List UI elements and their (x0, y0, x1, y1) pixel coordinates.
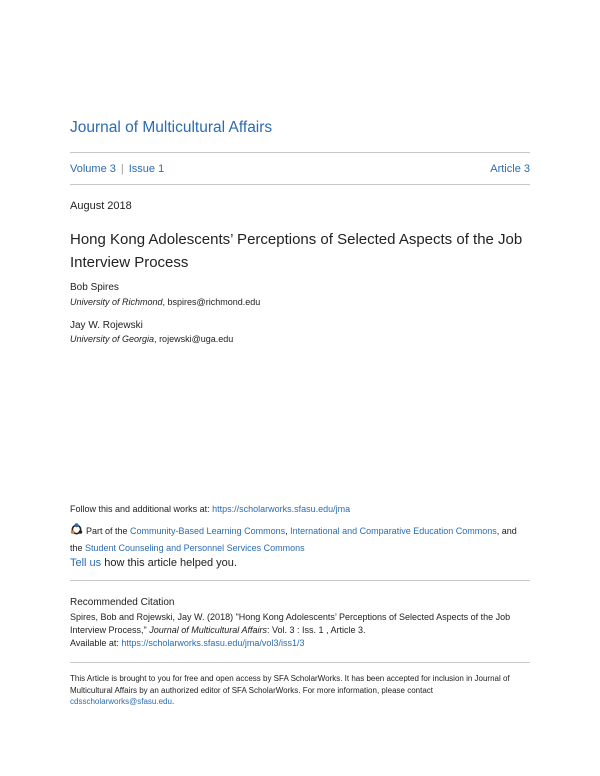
footer-note (70, 673, 532, 708)
author-name: Jay W. Rojewski (70, 320, 143, 331)
publication-date: August 2018 (70, 200, 132, 212)
footer-text: This Article is brought to you for free and open access by SFA ScholarWorks. It has been accepted for inclusion in Journal of Multicultural Affairs by an authorized editor of SFA ScholarWorks. For more information, please contact (70, 674, 510, 695)
volume-link[interactable]: Volume 3 (70, 163, 116, 175)
citation-authors: Spires, Bob and Rojewski, Jay W. (2018) "Hong Kong Adolescents’ Perceptions of Selected Aspects of the Job Interview Process," (70, 612, 511, 635)
follow-link[interactable]: https://scholarworks.sfasu.edu/jma (212, 504, 351, 514)
author-email: rojewski@uga.edu (159, 334, 234, 344)
follow-text: Follow this and additional works at: (70, 504, 213, 514)
affiliation: University of Georgia (70, 334, 155, 344)
contact-email-link[interactable]: cdsscholarworks@sfasu.edu (70, 697, 172, 706)
paper-title: Hong Kong Adolescents’ Perceptions of Selected Aspects of the Job Interview Process (70, 231, 523, 271)
divider-bottom (70, 184, 530, 185)
available-label: Available at: (70, 638, 122, 648)
part-of-prefix: Part of the (86, 526, 131, 536)
journal-title[interactable]: Journal of Multicultural Affairs (70, 119, 273, 136)
author-name: Bob Spires (70, 282, 119, 293)
follow-line (70, 504, 350, 514)
footer-end: . (171, 697, 175, 706)
divider-top (70, 152, 530, 153)
author-email: bspires@richmond.edu (167, 297, 261, 307)
article-number[interactable]: Article 3 (490, 163, 530, 175)
part-of-block (70, 523, 530, 557)
divider-footer (70, 662, 530, 663)
network-icon (70, 523, 83, 536)
separator: | (120, 163, 124, 175)
separator: , (285, 526, 291, 536)
divider-citation (70, 580, 530, 581)
issue-link[interactable]: Issue 1 (128, 163, 165, 175)
author-affiliation: University of Richmond, bspires@richmond.edu (70, 297, 261, 307)
citation-text (70, 611, 532, 650)
commons-link-international[interactable]: International and Comparative Education Commons (290, 526, 497, 536)
available-link[interactable]: https://scholarworks.sfasu.edu/jma/vol3/iss1/3 (121, 638, 305, 648)
affiliation: University of Richmond (70, 297, 163, 307)
citation-journal: Journal of Multicultural Affairs (149, 625, 267, 635)
commons-link-counseling[interactable]: Student Counseling and Personnel Services Commons (85, 543, 305, 553)
tell-us-line (70, 557, 237, 569)
recommended-citation-heading: Recommended Citation (70, 597, 175, 608)
citation-volume: : Vol. 3 : Iss. 1 , Article 3. (266, 625, 366, 635)
tell-us-link[interactable]: Tell us (70, 557, 102, 569)
commons-link-community[interactable]: Community-Based Learning Commons (130, 526, 286, 536)
volume-issue (70, 163, 164, 175)
separator: , and the (70, 526, 517, 553)
tell-us-text: how this article helped you. (101, 557, 237, 569)
author-affiliation: University of Georgia, rojewski@uga.edu (70, 334, 234, 344)
